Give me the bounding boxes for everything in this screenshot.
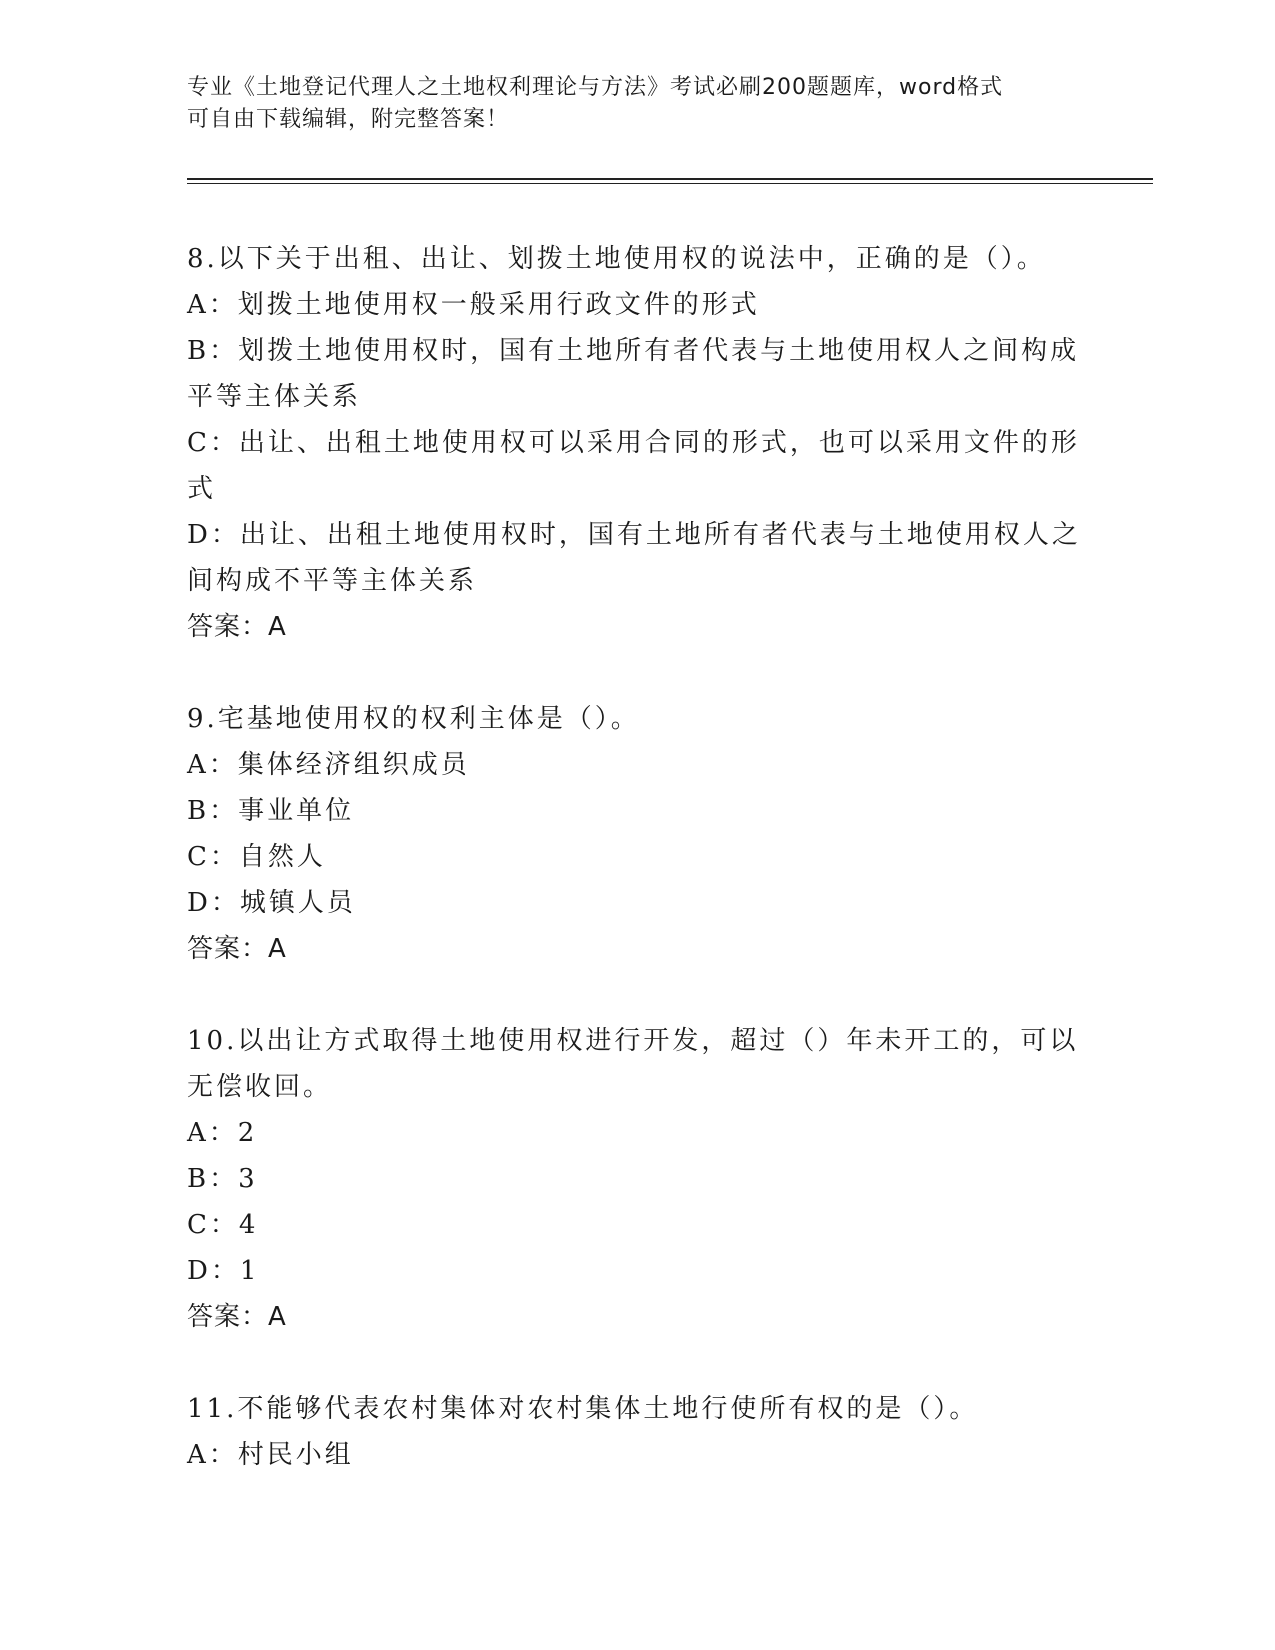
question-11 xyxy=(187,1386,1087,1478)
option-line: D：城镇人员 xyxy=(187,888,356,918)
question-8 xyxy=(187,236,1087,650)
option-line: D：出让、出租土地使用权时，国有土地所有者代表与土地使用权人之 xyxy=(187,520,1081,550)
header-divider-thick xyxy=(187,178,1153,180)
option-line: C：自然人 xyxy=(187,842,326,872)
question-stem: 8.以下关于出租、出让、划拨土地使用权的说法中，正确的是（）。 xyxy=(187,244,1046,274)
option-line: A：划拨土地使用权一般采用行政文件的形式 xyxy=(187,290,760,320)
option-line: B：3 xyxy=(187,1164,258,1194)
option-line: A：2 xyxy=(187,1118,258,1148)
question-stem: 10.以出让方式取得土地使用权进行开发，超过（）年未开工的，可以 xyxy=(187,1026,1079,1056)
question-list xyxy=(187,236,1087,1524)
question-9 xyxy=(187,696,1087,972)
option-line: B：事业单位 xyxy=(187,796,355,826)
answer-line: 答案：A xyxy=(187,1302,287,1332)
question-stem: 9.宅基地使用权的权利主体是（）。 xyxy=(187,704,640,734)
option-line: B：划拨土地使用权时，国有土地所有者代表与土地使用权人之间构成 xyxy=(187,336,1080,366)
option-line: 间构成不平等主体关系 xyxy=(187,566,478,596)
option-line: A：集体经济组织成员 xyxy=(187,750,470,780)
answer-line: 答案：A xyxy=(187,612,287,642)
question-stem: 11.不能够代表农村集体对农村集体土地行使所有权的是（）。 xyxy=(187,1394,979,1424)
option-line: 平等主体关系 xyxy=(187,382,362,412)
option-line: 式 xyxy=(187,474,217,504)
option-line: C：出让、出租土地使用权可以采用合同的形式，也可以采用文件的形 xyxy=(187,428,1080,458)
option-line: D：1 xyxy=(187,1256,260,1286)
question-stem-continued: 无偿收回。 xyxy=(187,1072,333,1102)
option-line: A：村民小组 xyxy=(187,1440,354,1470)
document-header xyxy=(187,72,1087,136)
answer-line: 答案：A xyxy=(187,934,287,964)
header-divider-thin xyxy=(187,183,1153,184)
header-line: 可自由下载编辑，附完整答案！ xyxy=(187,107,510,132)
question-10 xyxy=(187,1018,1087,1340)
header-line: 专业《土地登记代理人之土地权利理论与方法》考试必刷200题题库，word格式 xyxy=(187,75,1004,100)
option-line: C：4 xyxy=(187,1210,259,1240)
